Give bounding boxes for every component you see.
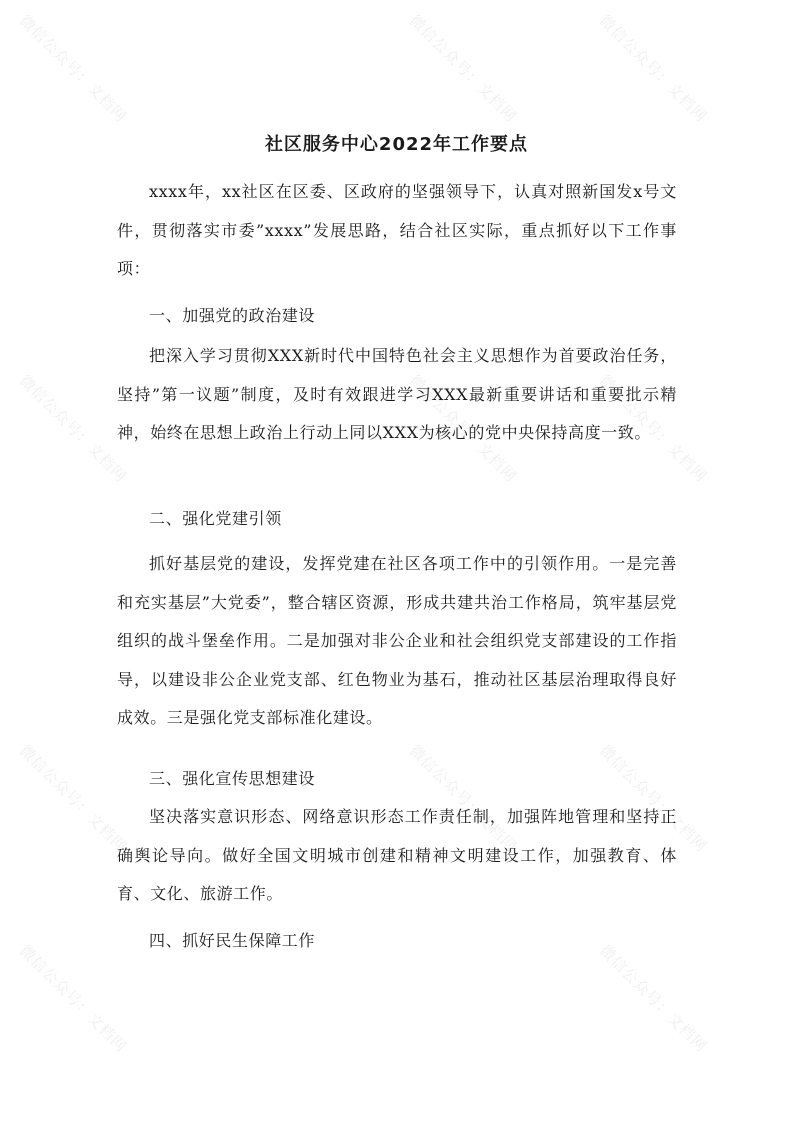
section-heading-1: 一、加强党的政治建设: [149, 306, 316, 325]
watermark-text: 微信公众号：文档网: [405, 371, 521, 486]
watermark-text: 微信公众号：文档网: [595, 11, 711, 126]
section-heading-3: 三、强化宣传思想建设: [149, 769, 316, 788]
section-heading-2: 二、强化党建引领: [149, 509, 282, 528]
watermark-text: 微信公众号：文档网: [15, 371, 131, 486]
section-heading-4: 四、抓好民生保障工作: [149, 931, 316, 950]
watermark-text: 微信公众号：文档网: [405, 741, 521, 856]
watermark-text: 微信公众号：文档网: [595, 741, 711, 856]
section-body-1: 把深入学习贯彻XXX新时代中国特色社会主义思想作为首要政治任务，坚持”第一议题”制度，及时有效跟进学习XXX最新重要讲话和重要批示精神，始终在思想上政治上行动上同以XXX为核心的党中央保持高度一致。: [117, 346, 677, 442]
watermark-text: 微信公众号：文档网: [595, 941, 711, 1056]
section-body-3: 坚决落实意识形态、网络意识形态工作责任制，加强阵地管理和坚持正确舆论导向。做好全国文明城市创建和精神文明建设工作，加强教育、体育、文化、旅游工作。: [117, 807, 677, 903]
watermark-text: 微信公众号：文档网: [15, 741, 131, 856]
document-title: 社区服务中心2022年工作要点: [264, 134, 529, 155]
watermark-text: 微信公众号：文档网: [15, 941, 131, 1056]
watermark-text: 微信公众号：文档网: [15, 11, 131, 126]
watermark-text: 微信公众号：文档网: [405, 11, 521, 126]
watermark-text: 微信公众号：文档网: [595, 371, 711, 486]
section-body-2: 抓好基层党的建设，发挥党建在社区各项工作中的引领作用。一是完善和充实基层”大党委”，整合辖区资源，形成共建共治工作格局，筑牢基层党组织的战斗堡垒作用。二是加强对非公企业和社会组织党支部建设的工作指导，以建设非公企业党支部、红色物业为基石，推动社区基层治理取得良好成效。三是强化党支部标准化建设。: [117, 554, 677, 727]
intro-paragraph: xxxx年，xx社区在区委、区政府的坚强领导下，认真对照新国发x号文件，贯彻落实市委”xxxx”发展思路，结合社区实际，重点抓好以下工作事项：: [117, 182, 677, 278]
